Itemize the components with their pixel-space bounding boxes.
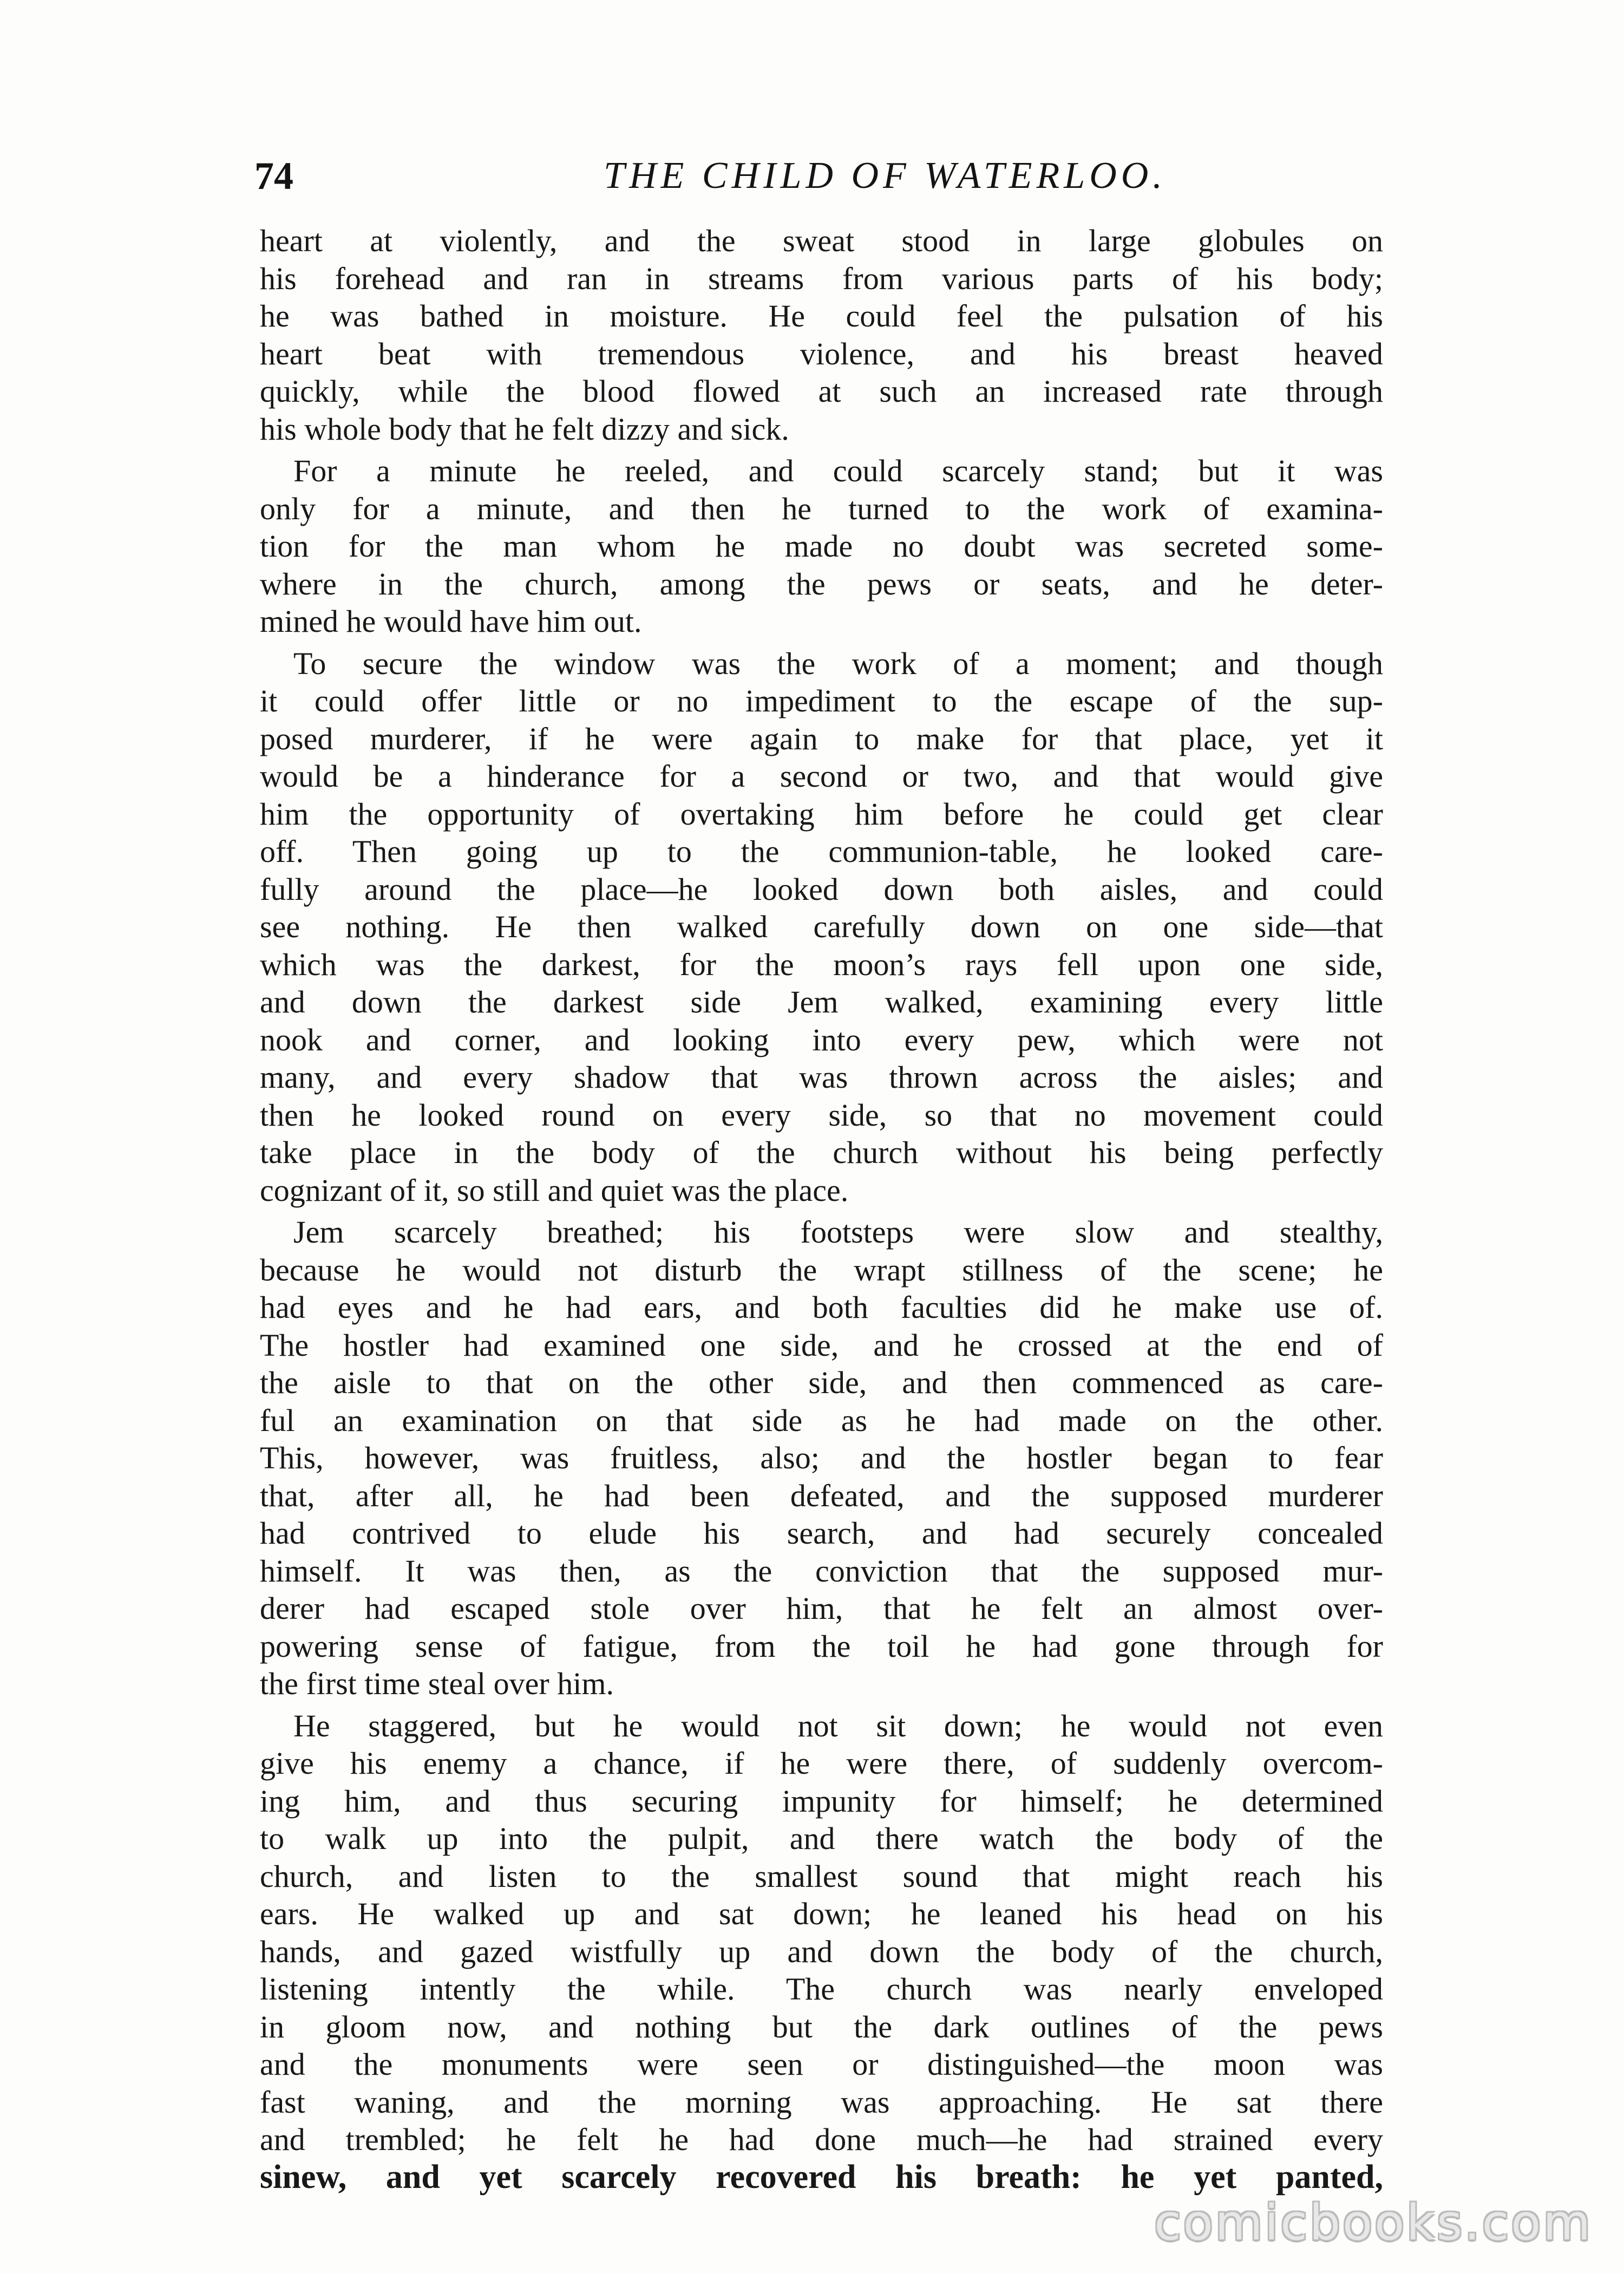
text-line: The hostler had examined one side, and he crossed at the end of [260, 1327, 1383, 1363]
text-line: to walk up into the pulpit, and there watch the body of the [260, 1821, 1383, 1856]
text-line: church, and listen to the smallest sound that might reach his [260, 1858, 1383, 1894]
text-line: the aisle to that on the other side, and then commenced as care- [260, 1365, 1383, 1400]
text-line: ing him, and thus securing impunity for himself; he determined [260, 1783, 1383, 1819]
text-line: cognizant of it, so still and quiet was the place. [260, 1172, 849, 1208]
text-line: it could offer little or no impediment to the escape of the sup- [260, 683, 1383, 718]
text-line: his whole body that he felt dizzy and sick. [260, 411, 789, 447]
text-line: For a minute he reeled, and could scarcely stand; but it was [293, 453, 1383, 488]
text-line: he was bathed in moisture. He could feel the pulsation of his [260, 298, 1383, 334]
text-line: hands, and gazed wistfully up and down the body of the church, [260, 1933, 1383, 1969]
text-line: many, and every shadow that was thrown across the aisles; and [260, 1060, 1383, 1095]
paragraph [260, 452, 1383, 641]
text-line: see nothing. He then walked carefully down on one side—that [260, 909, 1383, 944]
text-line: derer had escaped stole over him, that he felt an almost over- [260, 1591, 1383, 1626]
text-line: heart at violently, and the sweat stood in large globules on [260, 223, 1383, 258]
text-line: and down the darkest side Jem walked, examining every little [260, 984, 1383, 1020]
running-title: THE CHILD OF WATERLOO. [604, 155, 1167, 197]
text-line: that, after all, he had been defeated, and the supposed murderer [260, 1478, 1383, 1513]
text-line: in gloom now, and nothing but the dark outlines of the pews [260, 2009, 1383, 2044]
paragraph [260, 1213, 1383, 1703]
text-line: off. Then going up to the communion-table, he looked care- [260, 834, 1383, 869]
text-line: heart beat with tremendous violence, and his breast heaved [260, 336, 1383, 371]
text-line: which was the darkest, for the moon’s rays fell upon one side, [260, 946, 1383, 982]
text-line: because he would not disturb the wrapt stillness of the scene; he [260, 1252, 1383, 1288]
text-line: had contrived to elude his search, and had securely concealed [260, 1515, 1383, 1551]
text-line: This, however, was fruitless, also; and the hostler began to fear [260, 1440, 1383, 1475]
page-number: 74 [254, 154, 293, 198]
page-header [254, 149, 1380, 208]
text-line: He staggered, but he would not sit down; he would not even [293, 1708, 1383, 1743]
text-line: then he looked round on every side, so that no movement could [260, 1097, 1383, 1133]
text-line: only for a minute, and then he turned to the work of examina- [260, 491, 1383, 526]
text-line: fast waning, and the morning was approaching. He sat there [260, 2084, 1383, 2120]
text-line: nook and corner, and looking into every pew, which were not [260, 1022, 1383, 1057]
text-line: mined he would have him out. [260, 604, 642, 639]
text-line: the first time steal over him. [260, 1666, 614, 1701]
text-line: had eyes and he had ears, and both faculties did he make use of. [260, 1290, 1383, 1325]
text-line: listening intently the while. The church was nearly enveloped [260, 1971, 1383, 2007]
text-line: himself. It was then, as the conviction that the supposed mur- [260, 1553, 1383, 1589]
watermark: comicbooks.com [1154, 2194, 1593, 2251]
text-line: ears. He walked up and sat down; he leaned his head on his [260, 1896, 1383, 1931]
paragraph [260, 1707, 1383, 2197]
text-line: and the monuments were seen or distinguished—the moon was [260, 2047, 1383, 2082]
text-line: give his enemy a chance, if he were there, of suddenly overcom- [260, 1746, 1383, 1781]
text-line: posed murderer, if he were again to make for that place, yet it [260, 721, 1383, 756]
paragraph [260, 645, 1383, 1210]
text-line: tion for the man whom he made no doubt was secreted some- [260, 528, 1383, 564]
text-line: where in the church, among the pews or seats, and he deter- [260, 566, 1383, 602]
text-line: To secure the window was the work of a moment; and though [293, 645, 1383, 681]
text-line: take place in the body of the church without his being perfectly [260, 1135, 1383, 1170]
text-line: ful an examination on that side as he had made on the other. [260, 1402, 1383, 1438]
text-line: him the opportunity of overtaking him before he could get clear [260, 796, 1383, 832]
text-line: would be a hinderance for a second or two, and that would give [260, 759, 1383, 794]
text-line: sinew, and yet scarcely recovered his breath: he yet panted, [260, 2158, 1383, 2195]
text-line: powering sense of fatigue, from the toil he had gone through for [260, 1628, 1383, 1664]
text-line: his forehead and ran in streams from various parts of his body; [260, 260, 1383, 296]
text-line: and trembled; he felt he had done much—he had strained every [260, 2122, 1383, 2157]
text-line: Jem scarcely breathed; his footsteps were slow and stealthy, [293, 1214, 1383, 1250]
text-line: quickly, while the blood flowed at such an increased rate through [260, 374, 1383, 409]
paragraph [260, 222, 1383, 448]
text-line: fully around the place—he looked down both aisles, and could [260, 871, 1383, 907]
body-text [260, 222, 1383, 2200]
